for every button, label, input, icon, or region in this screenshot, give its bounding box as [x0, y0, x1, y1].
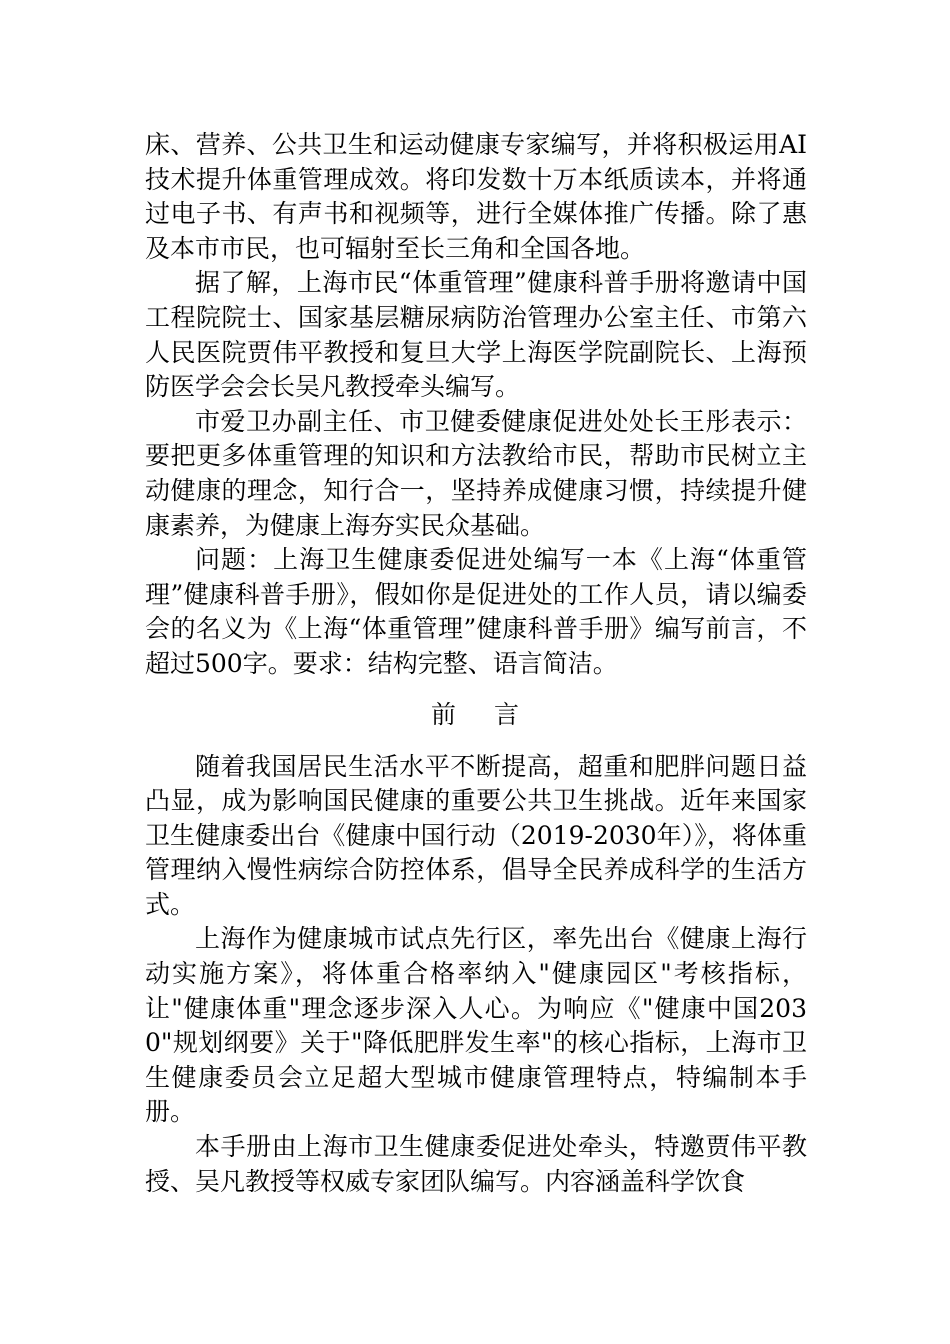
preface-heading-char-2: 言 [494, 699, 522, 729]
question-paragraph: 问题：上海卫生健康委促进处编写一本《上海“体重管理”健康科普手册》，假如你是促进处的工作人员，请以编委会的名义为《上海“体重管理”健康科普手册》编写前言，不超过500字。要求：结构完整、语言简洁。 [145, 545, 807, 678]
preface-heading-char-1: 前 [430, 699, 458, 729]
preface-paragraph-3: 本手册由上海市卫生健康委促进处牵头，特邀贾伟平教授、吴凡教授等权威专家团队编写。内容涵盖科学饮食 [145, 1132, 807, 1196]
body-paragraph-3: 市爱卫办副主任、市卫健委健康促进处处长王彤表示：要把更多体重管理的知识和方法教给市民，帮助市民树立主动健康的理念，知行合一，坚持养成健康习惯，持续提升健康素养，为健康上海夯实民众基础。 [145, 406, 807, 540]
document-page [145, 128, 807, 1199]
preface-paragraph-2: 上海作为健康城市试点先行区，率先出台《健康上海行动实施方案》，将体重合格率纳入"健康园区"考核指标，让"健康体重"理念逐步深入人心。为响应《"健康中国2030"规划纲要》关于"降低肥胖发生率"的核心指标，上海市卫生健康委员会立足超大型城市健康管理特点，特编制本手册。 [145, 924, 807, 1127]
preface-paragraph-1: 随着我国居民生活水平不断提高，超重和肥胖问题日益凸显，成为影响国民健康的重要公共卫生挑战。近年来国家卫生健康委出台《健康中国行动（2019-2030年）》，将体重管理纳入慢性病综合防控体系，倡导全民养成科学的生活方式。 [145, 751, 807, 919]
top-section [145, 128, 807, 682]
body-paragraph-2: 据了解，上海市民“体重管理”健康科普手册将邀请中国工程院院士、国家基层糖尿病防治管理办公室主任、市第六人民医院贾伟平教授和复旦大学上海医学院副院长、上海预防医学会会长吴凡教授牵头编写。 [145, 268, 807, 402]
preface-section [145, 750, 807, 1200]
body-paragraph-1: 床、营养、公共卫生和运动健康专家编写，并将积极运用AI技术提升体重管理成效。将印发数十万本纸质读本，并将通过电子书、有声书和视频等，进行全媒体推广传播。除了惠及本市市民，也可辐射至长三角和全国各地。 [145, 130, 807, 263]
preface-heading [145, 698, 807, 732]
